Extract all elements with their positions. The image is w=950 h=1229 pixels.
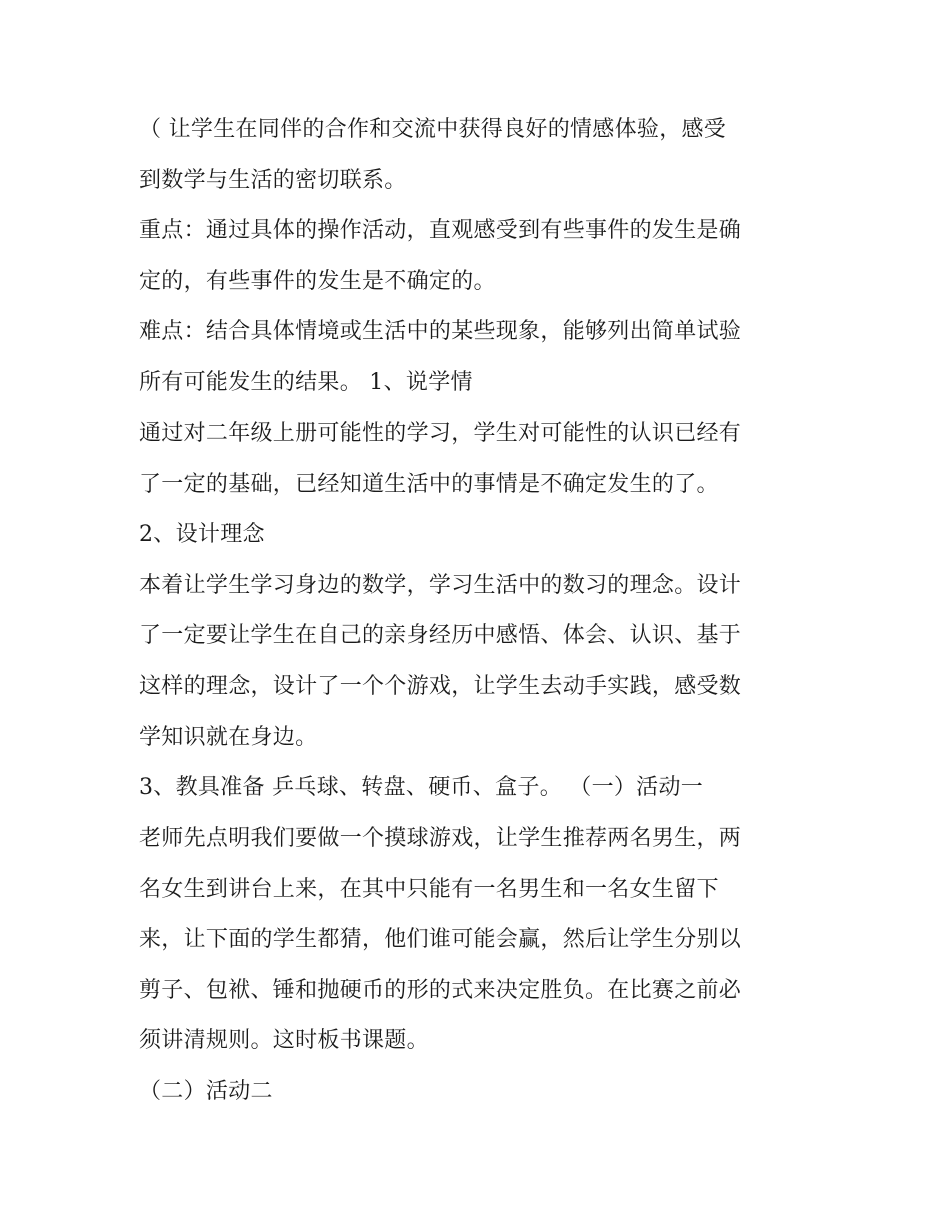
text-line: 定的，有些事件的发生是不确定的。 [139, 269, 496, 294]
section-heading: （二）活动二 [139, 1079, 273, 1104]
text-line: 名女生到讲台上来，在其中只能有一名男生和一名女生留下 [139, 877, 719, 902]
text-line: （ 让学生在同伴的合作和交流中获得良好的情感体验，感受 [139, 117, 727, 142]
section-heading: 2、设计理念 [139, 522, 265, 547]
text-line: 来，让下面的学生都猜，他们谁可能会赢，然后让学生分别以 [139, 927, 742, 952]
text-line: 到数学与生活的密切联系。 [139, 168, 407, 193]
text-line: 学知识就在身边。 [139, 725, 318, 750]
text-line: 通过对二年级上册可能性的学习，学生对可能性的认识已经有 [139, 421, 742, 446]
text-line: 难点：结合具体情境或生活中的某些现象，能够列出简单试验 [139, 319, 742, 344]
text-line: 所有可能发生的结果。 1、说学情 [139, 370, 473, 395]
text-line: 了一定要让学生在自己的亲身经历中感悟、体会、认识、基于 [139, 623, 742, 648]
text-line: 本着让学生学习身边的数学，学习生活中的数习的理念。设计 [139, 573, 742, 598]
text-line: 了一定的基础，已经知道生活中的事情是不确定发生的了。 [139, 472, 719, 497]
text-line: 重点：通过具体的操作活动，直观感受到有些事件的发生是确 [139, 218, 742, 243]
text-line: 这样的理念，设计了一个个游戏，让学生去动手实践，感受数 [139, 674, 742, 699]
text-line: 3、教具准备 乒乓球、转盘、硬币、盒子。 （一）活动一 [139, 775, 704, 800]
text-line: 须讲清规则。这时板书课题。 [139, 1028, 429, 1053]
text-line: 剪子、包袱、锤和抛硬币的形的式来决定胜负。在比赛之前必 [139, 978, 742, 1003]
text-line: 老师先点明我们要做一个摸球游戏，让学生推荐两名男生，两 [139, 826, 742, 851]
